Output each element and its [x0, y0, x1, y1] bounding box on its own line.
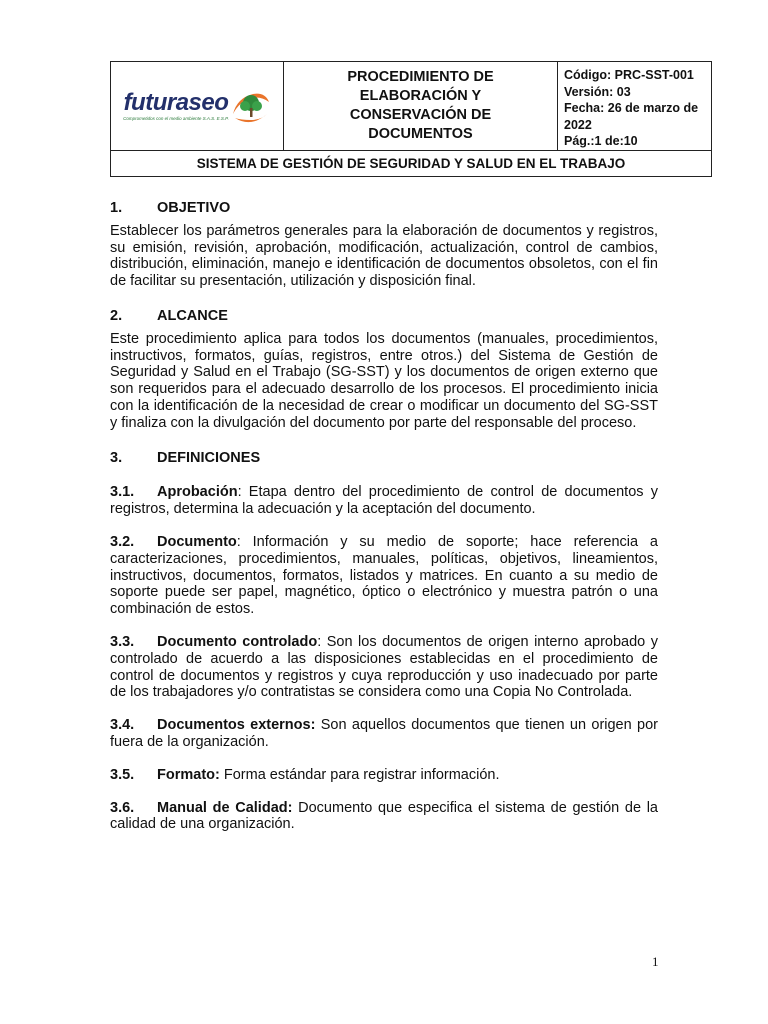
logo-brand: futuraseo [123, 89, 229, 116]
document-date-year: 2022 [564, 117, 592, 132]
document-date: Fecha: 26 de marzo de [564, 101, 699, 115]
definition-number: 3.3. [110, 633, 135, 650]
tree-logo-icon [231, 88, 271, 124]
definition-text: : Son los documentos de origen interno aprobado y controlado de acuerdo a las disposiciones establecidas en el procedimiento de control de documentos y registros y cuya reproducción y uso inadecuado por parte de los trabajadores y/o contratistas se considera como una Copia No Controlada. [110, 633, 658, 701]
page-number: 1 [652, 954, 659, 969]
document-page: Pág.:1 de:10 [564, 134, 638, 148]
section-number: 1. [110, 200, 123, 216]
definition-text: : Etapa dentro del procedimiento de control de documentos y registros, determina la adecuación y la aceptación del documento. [110, 484, 658, 518]
document-header [110, 61, 712, 177]
definition-text: Forma estándar para registrar información. [219, 766, 500, 783]
definition-text: Documento que especifica el sistema de gestión de la calidad de una organización. [110, 799, 658, 833]
definition-number: 3.5. [110, 766, 135, 783]
document-body [110, 200, 658, 849]
definition-item [110, 800, 658, 834]
definition-item [110, 484, 658, 518]
section-number: 2. [110, 307, 123, 324]
section-title: ALCANCE [157, 307, 228, 324]
definition-item [110, 634, 658, 701]
section-title: DEFINICIONES [157, 449, 261, 466]
section-body: Este procedimiento aplica para todos los documentos (manuales, procedimientos, instructivos, formatos, guías, registros, entre otros.) del Sistema de Gestión de Seguridad y Salud en el Trabajo (SG-SST) y los documentos de origen externo que son requeridos para el adecuado desarrollo de los procesos. El procedimiento inicia con la identificación de la necesidad de crear o modificar un documento del SG-SST y finaliza con la divulgación del documento por parte del responsable del proceso. [110, 330, 658, 431]
definition-term: Manual de Calidad: [157, 799, 293, 816]
definition-item [110, 717, 658, 751]
definition-item [110, 534, 658, 618]
logo-cell [111, 62, 284, 151]
title-line: PROCEDIMIENTO DE [347, 69, 494, 85]
section-heading [110, 450, 658, 467]
section-body: Establecer los parámetros generales para la elaboración de documentos y registros, su emisión, revisión, aprobación, modificación, actualización, control de cambios, distribución, eliminación, manejo e identificación de documentos obsoletos, con el fin de facilitar su presentación, utilización y disposición final. [110, 222, 658, 290]
document-version: Versión: 03 [564, 84, 631, 99]
section-heading [110, 200, 658, 217]
section-definiciones [110, 450, 658, 834]
section-alcance [110, 308, 658, 432]
section-heading [110, 308, 658, 325]
definition-number: 3.1. [110, 484, 135, 501]
system-name: SISTEMA DE GESTIÓN DE SEGURIDAD Y SALUD EN EL TRABAJO [111, 151, 712, 177]
definition-number: 3.6. [110, 799, 135, 816]
definition-number: 3.2. [110, 533, 135, 550]
definition-term: Documento [157, 533, 237, 550]
document-metadata [558, 62, 712, 151]
title-line: CONSERVACIÓN DE [349, 107, 492, 123]
definition-term: Formato: [157, 766, 220, 783]
definition-text: Son aquellos documentos que tienen un origen por fuera de la organización. [110, 717, 658, 750]
section-objetivo [110, 200, 658, 290]
document-code: Código: PRC-SST-001 [564, 68, 694, 82]
definition-term: Documentos externos: [157, 717, 316, 734]
logo-tagline: Comprometidos con el medio ambiente S.A.S. E.S.P. [123, 116, 229, 121]
definition-term: Documento controlado [157, 633, 318, 650]
title-line: DOCUMENTOS [368, 126, 473, 142]
document-title [284, 62, 558, 151]
company-logo [123, 88, 271, 124]
section-number: 3. [110, 449, 123, 466]
definition-text: : Información y su medio de soporte; hace referencia a caracterizaciones, procedimientos, manuales, políticas, objetivos, lineamientos, instructivos, documentos, formatos, listados y matrices. En cuanto a su medio de soporte puede ser papel, magnético, óptico o electrónico y muestra patrón o una combinación de estos. [110, 533, 658, 618]
definition-number: 3.4. [110, 717, 135, 734]
definition-term: Aprobación [157, 484, 238, 501]
title-line: ELABORACIÓN Y [359, 88, 482, 104]
section-title: OBJETIVO [157, 200, 231, 216]
definition-item [110, 767, 658, 784]
